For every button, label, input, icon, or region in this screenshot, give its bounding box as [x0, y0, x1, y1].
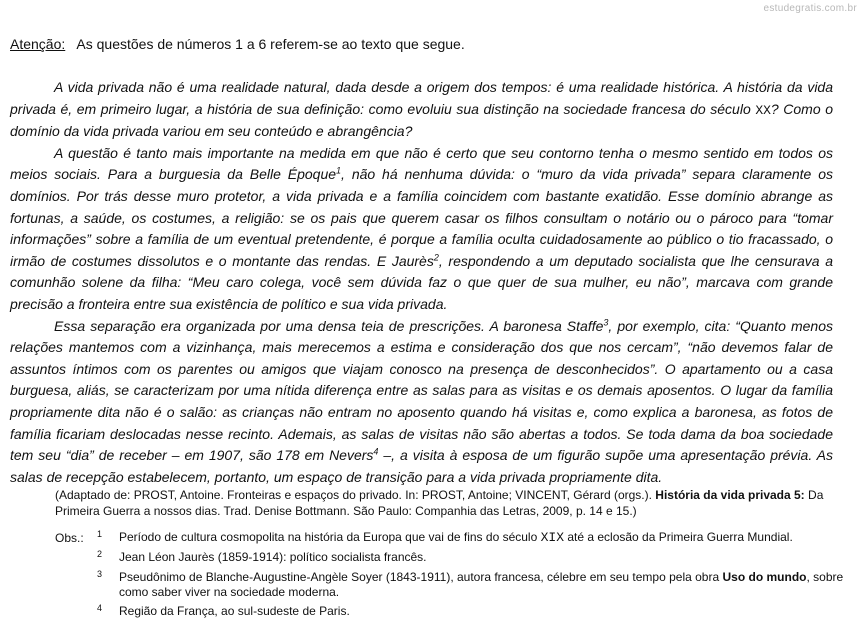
attention-label: Atenção:: [10, 36, 66, 52]
paragraph-2-part-a: A questão é tanto mais importante na medida em que não é certo que seu contorno tenha o mesmo sentido em todos os meios sociais. Para a burguesia da Belle Époque: [10, 144, 833, 183]
footnote-1-part-b: até a eclosão da Primeira Guerra Mundial.: [564, 530, 793, 544]
footnote-number: 3: [97, 569, 103, 579]
passage: [10, 77, 833, 488]
source-part-b: Da Primeira Guerra a nossos dias. Trad. Denise Bottmann. São Paulo: Companhia das Letras, 2009, p. 14 e 15.): [55, 488, 824, 518]
footnote-ref-4: 4: [373, 446, 379, 457]
footnote-3-part-b: , sobre como saber viver na sociedade moderna.: [119, 570, 844, 599]
footnotes: [55, 530, 850, 619]
footnote-number: 2: [97, 549, 103, 559]
obs-label: Obs.:: [55, 531, 84, 545]
footnote-4-text: Região da França, ao sul-sudeste de Paris.: [119, 604, 350, 618]
roman-century-xix: XIX: [540, 530, 564, 545]
footnote-ref-2: 2: [433, 252, 439, 263]
footnote-3-book-title: Uso do mundo: [722, 570, 807, 584]
paragraph-3-part-c: –, a visita à esposa de um figurão supõe uma apresentação prévia. As salas de recepção estabelecem, portanto, um espaço de transição para a vida privada propriamente dita.: [10, 447, 833, 485]
footnote-2: [55, 550, 850, 565]
footnote-3: [55, 570, 850, 600]
roman-century-xx: XX: [755, 102, 771, 118]
source-citation: [55, 487, 845, 519]
source-part-a: (Adaptado de: PROST, Antoine. Fronteiras e espaços do privado. In: PROST, Antoine; VINCENT, Gérard (orgs.).: [55, 488, 656, 502]
paragraph-3-part-a: Essa separação era organizada por uma densa teia de prescrições. A baronesa Staffe: [54, 317, 604, 334]
footnote-1: [55, 530, 850, 545]
paragraph-3-part-b: , por exemplo, cita: “Quanto menos relações mantemos com a vizinhança, mais merecemos a estima e consideração dos que nos cercam”, “não devemos falar de assuntos íntimos com os parentes ou amigos que viajam conosco na presença de desconhecidos”. O apartamento ou a casa burguesa, aliás, se caracterizam por uma nítida diferença entre as salas para as visitas e os demais aposentos. O lugar da família propriamente dita não é o salão: as crianças não entram no aposento quando há visitas e, como explica a baronesa, as fotos de família ficariam deslocadas nesse recinto. Ademais, as salas de visitas não são abertas a todos. Se toda dama da boa sociedade tem seu “dia” de receber – em 1907, são 178 em Nevers: [10, 317, 833, 464]
instruction-header: [10, 35, 465, 53]
watermark: estudegratis.com.br: [763, 3, 857, 14]
paragraph-1: [10, 77, 833, 143]
footnote-3-part-a: Pseudônimo de Blanche-Augustine-Angèle Soyer (1843-1911), autora francesa, célebre em seu tempo pela obra: [119, 570, 723, 584]
paragraph-2-part-c: , respondendo a um deputado socialista que lhe censurava a comunhão solene da filha: “Meu caro colega, você sem dúvida faz o que quer de sua mulher, eu não”, marcava com grande precisão a fronteira entre sua existência de político e sua vida privada.: [10, 252, 833, 312]
paragraph-1-part-a: A vida privada não é uma realidade natural, dada desde a origem dos tempos: é uma realidade histórica. A história da vida privada é, em primeiro lugar, a história de sua definição: como evoluiu sua distinção na sociedade francesa do século: [10, 79, 833, 117]
paragraph-2-part-b: , não há nenhuma dúvida: o “muro da vida privada” separa claramente os domínios. Por trás desse muro protetor, a vida privada e a família coincidem com bastante exatidão. Esse domínio abrange as fortunas, a saúde, os costumes, a religião: se os pais que querem casar os filhos consultam o notário ou o pároco para “tomar informações” sobre a família de um eventual pretendente, é porque a família oculta cuidadosamente ao público o tio fracassado, o irmão de costumes dissolutos e o montante das rendas. E Jaurès: [10, 166, 834, 269]
footnote-number: 1: [97, 529, 103, 539]
footnote-1-part-a: Período de cultura cosmopolita na história da Europa que vai de fins do século: [119, 530, 541, 544]
footnote-4: [55, 604, 850, 619]
footnote-2-text: Jean Léon Jaurès (1859-1914): político socialista francês.: [119, 550, 427, 564]
paragraph-2: [10, 143, 833, 316]
footnote-number: 4: [97, 603, 103, 613]
paragraph-3: [10, 316, 833, 489]
instruction-text: As questões de números 1 a 6 referem-se ao texto que segue.: [76, 36, 465, 52]
footnote-ref-1: 1: [336, 165, 342, 176]
paragraph-1-part-b: ? Como o domínio da vida privada variou em seu conteúdo e abrangência?: [10, 100, 833, 140]
source-book-title: História da vida privada 5:: [655, 488, 805, 502]
footnote-ref-3: 3: [603, 316, 609, 327]
